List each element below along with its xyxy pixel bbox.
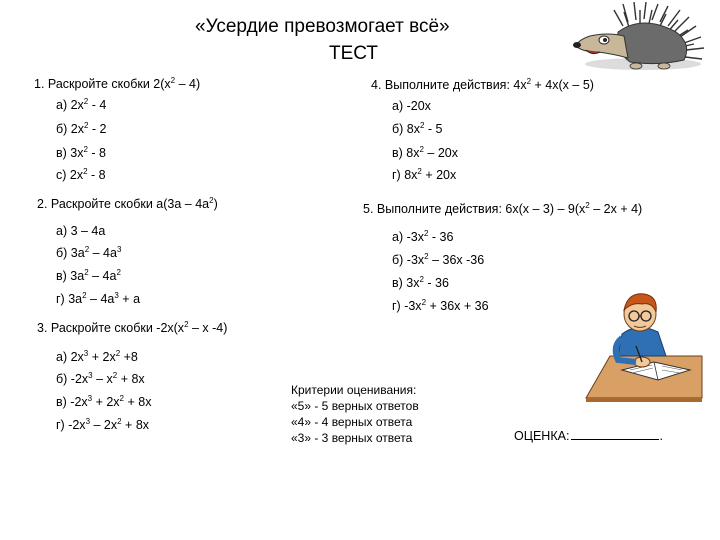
criteria-line-3: «3» - 3 верных ответа [291,431,413,445]
question-4-prompt: 4. Выполните действия: $4х^2 + 4х(х - 5)$ [371,77,594,92]
question-1-option-b[interactable]: б) $2х^2 - 2$ [56,121,107,136]
criteria-line-5: «5» - 5 верных ответов [291,399,419,413]
question-5-option-d[interactable]: г) $-3х^2 + 36х + 36$ [392,298,489,313]
question-1-option-d[interactable]: с) $2х^2 - 8$ [56,167,106,182]
grade-label: ОЦЕНКА: [514,429,570,443]
question-3-option-b[interactable]: б) $-2х^3 - х^2 + 8х$ [56,371,145,386]
criteria-block [291,382,419,446]
question-2-option-a[interactable]: а) 3 – 4а [56,224,106,238]
question-5-prompt: 5. Выполните действия: $6х(х - 3) - 9(х^2 - 2х + 4)$ [363,201,643,216]
question-4-option-a[interactable]: а) -20х [392,99,431,113]
question-1-option-a[interactable]: а) $2х^2 - 4$ [56,97,107,112]
criteria-line-4: «4» - 4 верных ответа [291,415,413,429]
question-3-option-c[interactable]: в) $-2х^3 + 2х^2 + 8х$ [56,394,152,409]
question-1-prompt: 1. Раскройте скобки $2(х^2 - 4)$ [34,76,201,91]
question-4-option-b[interactable]: б) $8х^2 - 5$ [392,121,443,136]
question-2-option-c[interactable]: в) $3а^2 - 4а^2$ [56,268,121,283]
question-2-option-b[interactable]: б) $3а^2 - 4а^3$ [56,245,122,260]
question-1-option-c[interactable]: в) $3х^2 - 8$ [56,145,106,160]
question-5-option-b[interactable]: б) $-3х^2 - 36х$ -36 [392,252,485,267]
question-5-option-c[interactable]: в) $3х^2 - 36$ [392,275,449,290]
student-writing-icon [582,286,706,404]
question-2-option-d[interactable]: г) $3а^2 - 4а^3 + а$ [56,291,141,306]
grade-field[interactable] [514,428,663,443]
question-3-prompt: 3. Раскройте скобки $-2х(х^2$ – х -4) [37,320,228,335]
hedgehog-icon [568,2,718,72]
question-2-prompt: 2. Раскройте скобки $а(3а - 4а^2)$ [37,196,218,211]
grade-blank-line[interactable] [571,428,659,440]
question-3-option-a[interactable]: а) $2х^3 + 2х^2 +8$ [56,349,138,364]
question-5-option-a[interactable]: а) $-3х^2 - 36$ [392,229,454,244]
motto: «Усердие превозмогает всё» [195,16,450,37]
page-title: ТЕСТ [329,43,378,64]
grade-end-mark: . [659,429,663,443]
question-3-option-d[interactable]: г) $-2х^3 - 2х^2 + 8х$ [56,417,150,432]
criteria-heading: Критерии оценивания: [291,383,417,397]
question-4-option-d[interactable]: г) $8х^2 + 20х$ [392,167,457,182]
question-4-option-c[interactable]: в) $8х^2 - 20х$ [392,145,458,160]
